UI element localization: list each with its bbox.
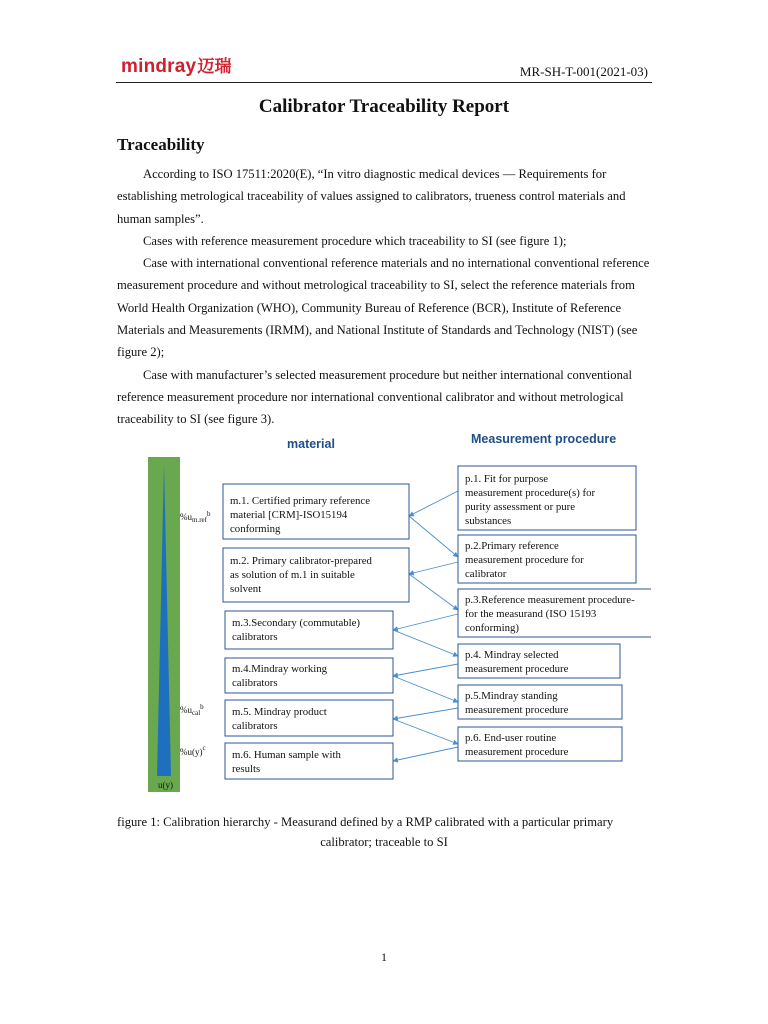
axis-label: u(y) bbox=[158, 780, 173, 790]
svg-text:m.3.Secondary (commutable)cali: m.3.Secondary (commutable) calibrators bbox=[232, 617, 361, 643]
svg-text:m.4.Mindray workingcalibrators: m.4.Mindray working calibrators bbox=[232, 663, 328, 689]
uncertainty-label-y: $\%u(y)^c$ bbox=[180, 744, 206, 757]
svg-text:p.6. End-user routinemeasureme: p.6. End-user routine measurement procedure bbox=[465, 732, 569, 758]
procedure-box-p3 bbox=[458, 589, 651, 637]
material-box-m4 bbox=[225, 658, 393, 693]
svg-text:p.4. Mindray selectedmeasureme: p.4. Mindray selected measurement procedure bbox=[465, 649, 569, 675]
svg-text:p.1. Fit for purposemeasuremen: p.1. Fit for purpose measurement procedure(s) for purity assessment or pure substances bbox=[465, 473, 596, 527]
logo-text: mindray bbox=[121, 56, 197, 77]
svg-text:m.6. Human sample withresults: m.6. Human sample with results bbox=[232, 749, 341, 775]
procedure-box-p2 bbox=[458, 535, 636, 583]
material-box-m1 bbox=[223, 484, 409, 539]
material-box-m5 bbox=[225, 700, 393, 736]
arrow bbox=[393, 747, 458, 761]
arrow bbox=[393, 664, 458, 676]
material-box-m6 bbox=[225, 743, 393, 779]
calibration-hierarchy-figure bbox=[117, 424, 651, 804]
svg-text:p.2.Primary referencemeasureme: p.2.Primary reference measurement procedure for calibrator bbox=[465, 540, 584, 580]
material-heading: material bbox=[287, 437, 335, 451]
arrow bbox=[393, 719, 458, 744]
procedure-box-p6 bbox=[458, 727, 622, 761]
arrow bbox=[409, 491, 458, 516]
caption-line-2: calibrator; traceable to SI bbox=[320, 835, 448, 849]
logo-cn-text: 迈瑞 bbox=[197, 57, 232, 76]
arrow bbox=[409, 562, 458, 574]
header-divider bbox=[116, 82, 652, 83]
svg-text:p.5.Mindray standingmeasuremen: p.5.Mindray standing measurement procedure bbox=[465, 690, 569, 716]
arrow bbox=[393, 676, 458, 702]
uncertainty-label-ref: $\%u_{m.ref}^b$ bbox=[180, 510, 211, 524]
section-heading: Traceability bbox=[117, 135, 205, 154]
paragraph: Cases with reference measurement procedure which traceability to SI (see figure 1); bbox=[143, 233, 567, 248]
body-text bbox=[117, 163, 651, 431]
paragraph: Case with manufacturer’s selected measurement procedure but neither international conventional reference measurement procedure nor international conventional calibrator and without metrological traceability to SI (see figure 3). bbox=[117, 367, 632, 427]
mindray-logo bbox=[121, 52, 232, 78]
arrow bbox=[393, 614, 458, 630]
caption-line-1: figure 1: Calibration hierarchy - Measurand defined by a RMP calibrated with a particular primary bbox=[117, 815, 614, 829]
material-box-m3 bbox=[225, 611, 393, 649]
material-box-m2 bbox=[223, 548, 409, 602]
paragraph: According to ISO 17511:2020(E), “In vitro diagnostic medical devices — Requirements for establishing metrological traceability of values assigned to calibrators, trueness control materials and human samples”. bbox=[117, 167, 626, 226]
document-number: MR-SH-T-001(2021-03) bbox=[519, 64, 648, 79]
svg-text:m.1. Certified primary referen: m.1. Certified primary reference material [CRM]-ISO15194 conforming bbox=[230, 495, 370, 535]
svg-text:m.2. Primary calibrator-prepar: m.2. Primary calibrator-prepared as solution of m.1 in suitable solvent bbox=[230, 555, 372, 595]
procedure-box-p5 bbox=[458, 685, 622, 719]
page-title: Calibrator Traceability Report bbox=[258, 96, 510, 117]
svg-text:m.5. Mindray productcalibrator: m.5. Mindray product calibrators bbox=[232, 706, 327, 732]
svg-text:p.3.Reference measurement proc: p.3.Reference measurement procedure-for the measurand (ISO 15193 conforming) bbox=[465, 594, 635, 634]
procedure-heading: Measurement procedure bbox=[471, 432, 617, 446]
procedure-box-p4 bbox=[458, 644, 620, 678]
arrow bbox=[393, 708, 458, 719]
paragraph: Case with international conventional reference materials and no international conventional reference measurement procedure and without metrological traceability to SI, select the reference materials from World Health Organization (WHO), Community Bureau of Reference (BCR), Institute of Reference Materials and Measurements (IRMM), and National Institute of Standards and Technology (NIST) (see figure 2); bbox=[117, 256, 650, 360]
page-number: 1 bbox=[381, 950, 387, 964]
arrow bbox=[409, 574, 458, 610]
figure-caption bbox=[117, 812, 651, 852]
uncertainty-label-cal: $\%u_{cal}^b$ bbox=[180, 703, 204, 717]
procedure-box-p1 bbox=[458, 466, 636, 530]
arrow bbox=[393, 630, 458, 656]
arrow bbox=[409, 516, 458, 557]
